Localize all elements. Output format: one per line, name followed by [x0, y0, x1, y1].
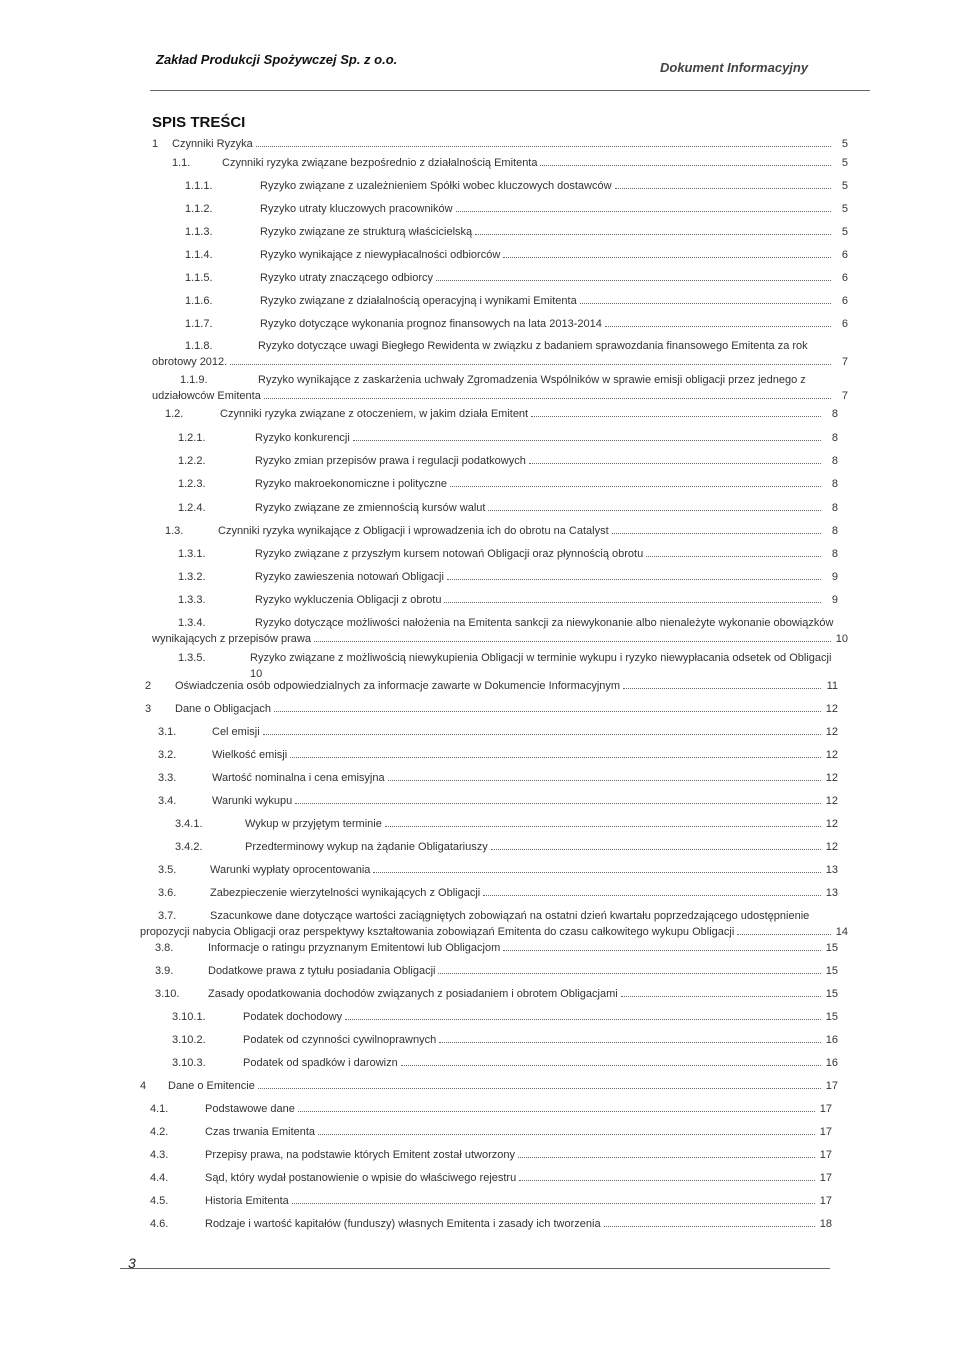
toc-entry-number: 3: [145, 703, 152, 715]
toc-entry-title: Ryzyko utraty znaczącego odbiorcy: [260, 272, 434, 284]
toc-entry-page: 14: [835, 926, 848, 938]
toc-leader-dots: [444, 602, 821, 603]
toc-entry-title: Szacunkowe dane dotyczące wartości zaciągniętych zobowiązań na ostatni dzień kwartału poprzedzającego udostępnienie: [210, 910, 810, 922]
toc-entry-title: Wykup w przyjętym terminie: [245, 818, 382, 830]
toc-entry-number: 1.1.1.: [185, 180, 213, 192]
toc-entry-page: 12: [825, 772, 838, 784]
toc-entry-page: 13: [825, 887, 838, 899]
toc-entry-number: 1.1.8.: [185, 340, 213, 352]
toc-entry-number: 4.2.: [150, 1126, 169, 1138]
toc-entry-number: 3.5.: [158, 864, 177, 876]
toc-entry-page: 16: [825, 1034, 838, 1046]
toc-entry-page: 8: [831, 502, 838, 514]
toc-entry-page: 6: [841, 249, 848, 261]
toc-entry-title: Czynniki Ryzyka: [172, 138, 253, 150]
toc-entry-title: Ryzyko związane z możliwością niewykupienia Obligacji w terminie wykupu i ryzyko niewypłacania odsetek od Obligacji: [250, 652, 832, 664]
toc-entry-title: Ryzyko konkurencji: [255, 432, 350, 444]
toc-entry-page: 11: [826, 680, 838, 692]
toc-entry-title: Ryzyko związane ze zmiennością kursów walut: [255, 502, 486, 514]
toc-leader-dots: [456, 211, 831, 212]
toc-entry-number: 1.2.2.: [178, 455, 206, 467]
toc-entry-page: 6: [841, 272, 848, 284]
toc-entry-title: Przedterminowy wykup na żądanie Obligatariuszy: [245, 841, 488, 853]
toc-entry-page: 12: [825, 749, 838, 761]
toc-entry-title: Czynniki ryzyka wynikające z Obligacji i wprowadzenia ich do obrotu na Catalyst: [218, 525, 609, 537]
toc-entry-title: Czas trwania Emitenta: [205, 1126, 316, 1138]
toc-entry-title: Ryzyko wynikające z zaskarżenia uchwały Zgromadzenia Wspólników w sprawie emisji obligacji przez jednego z: [258, 374, 806, 386]
toc-leader-dots: [737, 934, 831, 935]
toc-leader-dots: [503, 257, 831, 258]
toc-entry-title: Ryzyko dotyczące uwagi Biegłego Rewidenta w związku z badaniem sprawozdania finansowego Emitenta za rok: [258, 340, 808, 352]
toc-leader-dots: [385, 826, 821, 827]
toc-leader-dots: [345, 1019, 821, 1020]
toc-entry-title: Podatek dochodowy: [243, 1011, 343, 1023]
toc-entry-page: 15: [825, 988, 838, 1000]
toc-entry-title: Ryzyko wynikające z niewypłacalności odbiorców: [260, 249, 501, 261]
toc-entry-number: 1.3.2.: [178, 571, 206, 583]
toc-entry-title: Ryzyko makroekonomiczne i polityczne: [255, 478, 447, 490]
toc-leader-dots: [623, 688, 821, 689]
toc-entry-title-continued: propozycji nabycia Obligacji oraz perspektywy kształtowania zobowiązań Emitenta do czasu całkowitego wykupu Obligacji: [140, 926, 735, 938]
toc-entry-page: 17: [819, 1149, 832, 1161]
toc-entry-title-continued: obrotowy 2012.: [152, 356, 228, 368]
toc-entry-number: 1.1.3.: [185, 226, 213, 238]
toc-entry-page: 12: [825, 726, 838, 738]
toc-entry-number: 1.3.5.: [178, 652, 206, 664]
toc-leader-dots: [264, 398, 831, 399]
toc-leader-dots: [529, 463, 821, 464]
toc-entry-number: 3.7.: [158, 910, 177, 922]
toc-leader-dots: [438, 973, 821, 974]
footer-rule: [120, 1268, 830, 1269]
toc-leader-dots: [318, 1134, 815, 1135]
toc-leader-dots: [488, 510, 821, 511]
toc-entry-number: 3.10.3.: [172, 1057, 206, 1069]
toc-entry-title: Cel emisji: [212, 726, 260, 738]
toc-entry-title: Dane o Obligacjach: [175, 703, 272, 715]
toc-entry-page: 8: [831, 455, 838, 467]
toc-entry-title-continued: wynikających z przepisów prawa: [152, 633, 311, 645]
toc-entry-page: 15: [825, 965, 838, 977]
toc-entry-page: 6: [841, 295, 848, 307]
toc-entry-title: Oświadczenia osób odpowiedzialnych za informacje zawarte w Dokumencie Informacyjnym: [175, 680, 621, 692]
toc-leader-dots: [295, 803, 821, 804]
toc-entry-number: 1.1.4.: [185, 249, 213, 261]
toc-entry-title: Historia Emitenta: [205, 1195, 289, 1207]
toc-leader-dots: [353, 440, 821, 441]
toc-entry-number: 1.3.: [165, 525, 184, 537]
toc-entry-title: Podatek od czynności cywilnoprawnych: [243, 1034, 437, 1046]
toc-entry-number: 3.2.: [158, 749, 177, 761]
toc-entry-title: Dane o Emitencie: [168, 1080, 255, 1092]
toc-entry-title: Ryzyko zmian przepisów prawa i regulacji podatkowych: [255, 455, 526, 467]
toc-entry-page: 12: [825, 795, 838, 807]
toc-leader-dots: [258, 1088, 821, 1089]
toc-entry-number: 3.10.1.: [172, 1011, 206, 1023]
toc-entry-page: 6: [841, 318, 848, 330]
toc-leader-dots: [447, 579, 821, 580]
toc-leader-dots: [580, 303, 831, 304]
footer-page-number: 3: [128, 1255, 136, 1271]
toc-entry-title: Wielkość emisji: [212, 749, 288, 761]
toc-entry-number: 3.4.: [158, 795, 177, 807]
toc-entry-number: 1.2.1.: [178, 432, 206, 444]
toc-entry-title: Ryzyko związane ze strukturą właścicielską: [260, 226, 473, 238]
toc-entry-number: 1.2.3.: [178, 478, 206, 490]
toc-leader-dots: [263, 734, 821, 735]
toc-entry-number: 1.1.6.: [185, 295, 213, 307]
toc-entry-page: 17: [819, 1126, 832, 1138]
toc-entry-page: 8: [831, 478, 838, 490]
toc-entry-number: 1.2.4.: [178, 502, 206, 514]
toc-entry-number: 4.4.: [150, 1172, 169, 1184]
toc-leader-dots: [450, 486, 821, 487]
toc-leader-dots: [314, 641, 831, 642]
toc-entry-page: 9: [831, 594, 838, 606]
toc-entry-number: 3.10.: [155, 988, 180, 1000]
toc-entry-title: Ryzyko związane z uzależnieniem Spółki wobec kluczowych dostawców: [260, 180, 612, 192]
toc-entry-number: 3.8.: [155, 942, 174, 954]
toc-entry-number: 1.1.: [172, 157, 191, 169]
toc-leader-dots: [646, 556, 821, 557]
toc-entry-number: 4.1.: [150, 1103, 169, 1115]
toc-entry-number: 3.3.: [158, 772, 177, 784]
toc-leader-dots: [292, 1203, 815, 1204]
toc-entry-number: 4.5.: [150, 1195, 169, 1207]
toc-entry-page: 12: [825, 703, 838, 715]
toc-entry-page: 5: [841, 203, 848, 215]
toc-entry-number: 1.3.1.: [178, 548, 206, 560]
toc-leader-dots: [483, 895, 821, 896]
toc-leader-dots: [290, 757, 821, 758]
toc-entry-number: 1: [152, 138, 159, 150]
toc-entry-title-continued: udziałowców Emitenta: [152, 390, 261, 402]
toc-leader-dots: [518, 1157, 815, 1158]
toc-entry-number: 4.3.: [150, 1149, 169, 1161]
toc-entry-page: 8: [831, 408, 838, 420]
toc-entry-title: Podstawowe dane: [205, 1103, 295, 1115]
toc-entry-page: 8: [831, 525, 838, 537]
toc-entry-title: Czynniki ryzyka związane z otoczeniem, w jakim działa Emitent: [220, 408, 529, 420]
toc-leader-dots: [475, 234, 831, 235]
toc-leader-dots: [298, 1111, 815, 1112]
toc-entry-title: Zasady opodatkowania dochodów związanych z posiadaniem i obrotem Obligacjami: [208, 988, 618, 1000]
toc-leader-dots: [388, 780, 821, 781]
header-doc-type: Dokument Informacyjny: [660, 60, 809, 75]
toc-entry-title: Informacje o ratingu przyznanym Emitentowi lub Obligacjom: [208, 942, 501, 954]
toc-entry-number: 3.1.: [158, 726, 177, 738]
toc-entry-page: 13: [825, 864, 838, 876]
toc-entry-title: Zabezpieczenie wierzytelności wynikających z Obligacji: [210, 887, 481, 899]
toc-entry-page: 9: [831, 571, 838, 583]
toc-entry-page: 8: [831, 548, 838, 560]
toc-entry-page: 15: [825, 942, 838, 954]
toc-entry-title: Wartość nominalna i cena emisyjna: [212, 772, 385, 784]
toc-entry-number: 3.6.: [158, 887, 177, 899]
toc-entry-title: Warunki wykupu: [212, 795, 293, 807]
toc-leader-dots: [230, 364, 831, 365]
toc-entry-page: 10: [835, 633, 848, 645]
toc-leader-dots: [503, 950, 821, 951]
toc-entry-number: 1.1.5.: [185, 272, 213, 284]
toc-entry-title: Ryzyko dotyczące wykonania prognoz finansowych na lata 2013-2014: [260, 318, 602, 330]
toc-entry-number: 3.4.1.: [175, 818, 203, 830]
toc-entry-page: 5: [841, 138, 848, 150]
toc-entry-title: Podatek od spadków i darowizn: [243, 1057, 398, 1069]
toc-entry-number: 1.1.7.: [185, 318, 213, 330]
toc-entry-number: 4.6.: [150, 1218, 169, 1230]
toc-entry-title: Ryzyko utraty kluczowych pracowników: [260, 203, 453, 215]
toc-leader-dots: [439, 1042, 821, 1043]
toc-entry-title: Ryzyko dotyczące możliwości nałożenia na Emitenta sankcji za niewykonanie albo nienależyte wykonanie obowiązków: [255, 617, 834, 629]
toc-entry-title: Warunki wypłaty oprocentowania: [210, 864, 371, 876]
toc-entry-number: 4: [140, 1080, 147, 1092]
toc-entry-number: 3.4.2.: [175, 841, 203, 853]
toc-leader-dots: [531, 416, 821, 417]
toc-entry-page: 17: [819, 1172, 832, 1184]
toc-leader-dots: [401, 1065, 821, 1066]
toc-entry-title: Czynniki ryzyka związane bezpośrednio z działalnością Emitenta: [222, 157, 538, 169]
toc-leader-dots: [540, 165, 831, 166]
toc-entry-number: 3.10.2.: [172, 1034, 206, 1046]
toc-entry-page: 12: [825, 818, 838, 830]
toc-entry-title: Ryzyko wykluczenia Obligacji z obrotu: [255, 594, 442, 606]
toc-entry-page: 17: [825, 1080, 838, 1092]
toc-entry-title: Ryzyko związane z przyszłym kursem notowań Obligacji oraz płynnością obrotu: [255, 548, 644, 560]
toc-leader-dots: [519, 1180, 815, 1181]
toc-leader-dots: [373, 872, 821, 873]
toc-entry-page: 12: [825, 841, 838, 853]
toc-entry-page: 15: [825, 1011, 838, 1023]
toc-leader-dots: [621, 996, 821, 997]
header-rule: [150, 90, 870, 91]
toc-leader-dots: [615, 188, 831, 189]
toc-entry-page: 7: [841, 390, 848, 402]
toc-entry-number: 1.1.9.: [180, 374, 208, 386]
toc-entry-number: 2: [145, 680, 152, 692]
header-company: Zakład Produkcji Spożywczej Sp. z o.o.: [156, 52, 398, 67]
toc-leader-dots: [274, 711, 821, 712]
toc-entry-page: 7: [841, 356, 848, 368]
toc-entry-page: 18: [819, 1218, 832, 1230]
toc-entry-number: 1.1.2.: [185, 203, 213, 215]
toc-entry-title: Rodzaje i wartość kapitałów (funduszy) własnych Emitenta i zasady ich tworzenia: [205, 1218, 601, 1230]
toc-leader-dots: [604, 1226, 815, 1227]
toc-leader-dots: [605, 326, 831, 327]
toc-leader-dots: [256, 146, 831, 147]
toc-entry-number: 1.3.4.: [178, 617, 206, 629]
toc-entry-title: Ryzyko zawieszenia notowań Obligacji: [255, 571, 444, 583]
toc-entry-title: Ryzyko związane z działalnością operacyjną i wynikami Emitenta: [260, 295, 577, 307]
toc-entry-title-continued: 10: [250, 668, 263, 680]
toc-leader-dots: [612, 533, 821, 534]
toc-entry-page: 5: [841, 180, 848, 192]
toc-entry-page: 16: [825, 1057, 838, 1069]
toc-leader-dots: [491, 849, 821, 850]
toc-entry-number: 1.3.3.: [178, 594, 206, 606]
toc-entry-page: 5: [841, 226, 848, 238]
toc-entry-title: Sąd, który wydał postanowienie o wpisie do właściwego rejestru: [205, 1172, 517, 1184]
toc-title: SPIS TREŚCI: [152, 114, 246, 131]
toc-entry-page: 5: [841, 157, 848, 169]
toc-entry-page: 17: [819, 1195, 832, 1207]
toc-entry-title: Dodatkowe prawa z tytułu posiadania Obligacji: [208, 965, 436, 977]
toc-entry-page: 17: [819, 1103, 832, 1115]
toc-entry-number: 1.2.: [165, 408, 184, 420]
toc-leader-dots: [436, 280, 831, 281]
toc-entry-page: 8: [831, 432, 838, 444]
toc-entry-number: 3.9.: [155, 965, 174, 977]
toc-entry-title: Przepisy prawa, na podstawie których Emitent został utworzony: [205, 1149, 515, 1161]
